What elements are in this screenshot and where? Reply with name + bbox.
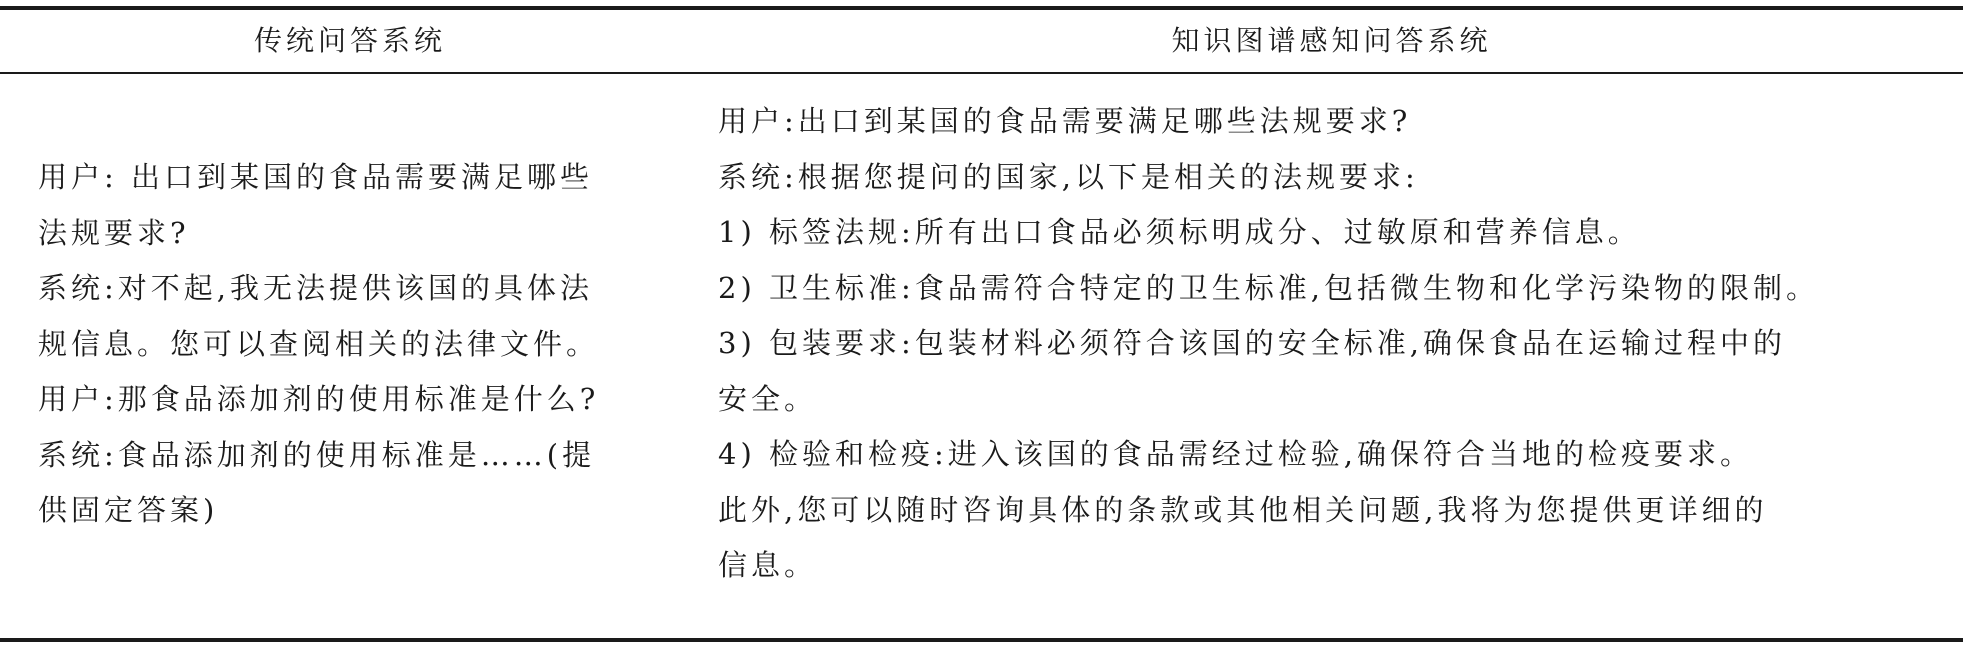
dialogue-line: 用户:出口到某国的食品需要满足哪些法规要求?	[718, 104, 1412, 138]
dialogue-line: 法规要求?	[38, 215, 190, 250]
dialogue-line: 信息。	[718, 548, 818, 582]
dialogue-line: 此外,您可以随时咨询具体的条款或其他相关问题,我将为您提供更详细的	[718, 492, 1768, 527]
header-traditional-qa: 传统问答系统	[253, 24, 446, 57]
dialogue-line: 1) 标签法规:所有出口食品必须标明成分、过敏原和营养信息。	[718, 215, 1641, 249]
table-top-rule	[0, 6, 1963, 10]
dialogue-line: 4) 检验和检疫:进入该国的食品需经过检验,确保符合当地的检疫要求。	[718, 437, 1753, 471]
traditional-qa-dialogue	[38, 150, 678, 539]
dialogue-line: 用户:那食品添加剂的使用标准是什么?	[38, 382, 600, 416]
dialogue-line: 供固定答案)	[38, 493, 219, 527]
dialogue-line: 2) 卫生标准:食品需符合特定的卫生标准,包括微生物和化学污染物的限制。	[718, 270, 1819, 305]
table-bottom-rule	[0, 638, 1963, 642]
dialogue-line: 安全。	[718, 381, 818, 416]
dialogue-line: 规信息。您可以查阅相关的法律文件。	[38, 326, 600, 361]
dialogue-line: 3) 包装要求:包装材料必须符合该国的安全标准,确保食品在运输过程中的	[718, 326, 1786, 360]
kg-aware-qa-dialogue	[718, 94, 1953, 594]
header-rule	[0, 72, 1963, 74]
dialogue-line: 系统:根据您提问的国家,以下是相关的法规要求:	[718, 159, 1419, 194]
header-kg-aware-qa: 知识图谱感知问答系统	[1171, 24, 1492, 57]
dialogue-line: 系统:食品添加剂的使用标准是……(提	[38, 437, 596, 472]
dialogue-line: 系统:对不起,我无法提供该国的具体法	[38, 271, 593, 305]
dialogue-line: 用户: 出口到某国的食品需要满足哪些	[38, 160, 593, 194]
